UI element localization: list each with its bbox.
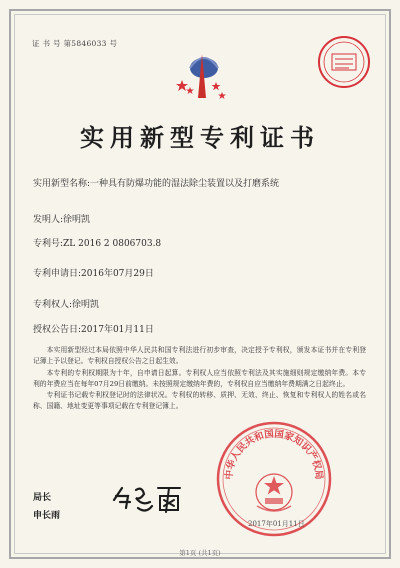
certificate-number: 证 书 号 第5846033 号 xyxy=(32,39,118,48)
body-paragraph: 本专利的专利权期限为十年，自申请日起算。专利权人应当依照专利法及其实施细则规定缴纳年费。本专利的年费应当在每年07月29日前缴纳。未按照规定缴纳年费的，专利权自应当缴纳年费期满之日起终止。 xyxy=(33,368,366,388)
grant-date-value: 2017年01月11日 xyxy=(81,325,154,335)
patent-number-value: ZL 2016 2 0806703.8 xyxy=(63,239,162,249)
application-date-field xyxy=(33,266,154,279)
body-paragraph: 本实用新型经过本局依照中华人民共和国专利法进行初步审查，决定授予专利权，颁发本证书并在专利登记簿上予以登记。专利权自授权公告之日起生效。 xyxy=(33,346,366,366)
seal-text: 中华人民共和国国家知识产权局 xyxy=(223,428,325,481)
patentee-field xyxy=(33,297,99,310)
page-footer: 第1页 (共1页) xyxy=(179,549,221,557)
utility-model-name-value: 一种具有防爆功能的湿法除尘装置以及打磨系统 xyxy=(90,179,280,189)
application-date-value: 2016年07月29日 xyxy=(81,269,154,279)
grant-date-field xyxy=(33,322,154,335)
director-signature-icon xyxy=(108,478,186,518)
registration-seal-icon xyxy=(316,34,372,90)
director-block xyxy=(33,490,60,526)
patent-number-label: 专利号: xyxy=(33,239,64,249)
inventor-value: 徐明凯 xyxy=(63,215,91,225)
patentee-label: 专利权人: xyxy=(33,300,73,310)
seal-date: 2017年01月11日 xyxy=(248,520,305,528)
application-date-label: 专利申请日: xyxy=(33,269,82,279)
certificate-title: 实用新型专利证书 xyxy=(80,123,320,152)
patent-office-logo-icon xyxy=(172,46,232,106)
utility-model-name-label: 实用新型名称: xyxy=(33,179,91,189)
patentee-value: 徐明凯 xyxy=(72,300,100,310)
inventor-label: 发明人: xyxy=(33,215,64,225)
utility-model-name-field xyxy=(33,176,279,189)
director-title-label: 局长 xyxy=(33,493,52,503)
director-name-label: 申长雨 xyxy=(33,511,61,521)
body-paragraph: 专利证书记载专利权登记时的法律状况。专利权的转移、质押、无效、终止、恢复和专利权人的姓名或名称、国籍、地址变更等事项记载在专利登记簿上。 xyxy=(33,391,366,411)
certificate-body-text xyxy=(33,345,366,413)
grant-date-label: 授权公告日: xyxy=(33,325,82,335)
inventor-field xyxy=(33,212,90,225)
patent-number-field xyxy=(33,236,161,249)
